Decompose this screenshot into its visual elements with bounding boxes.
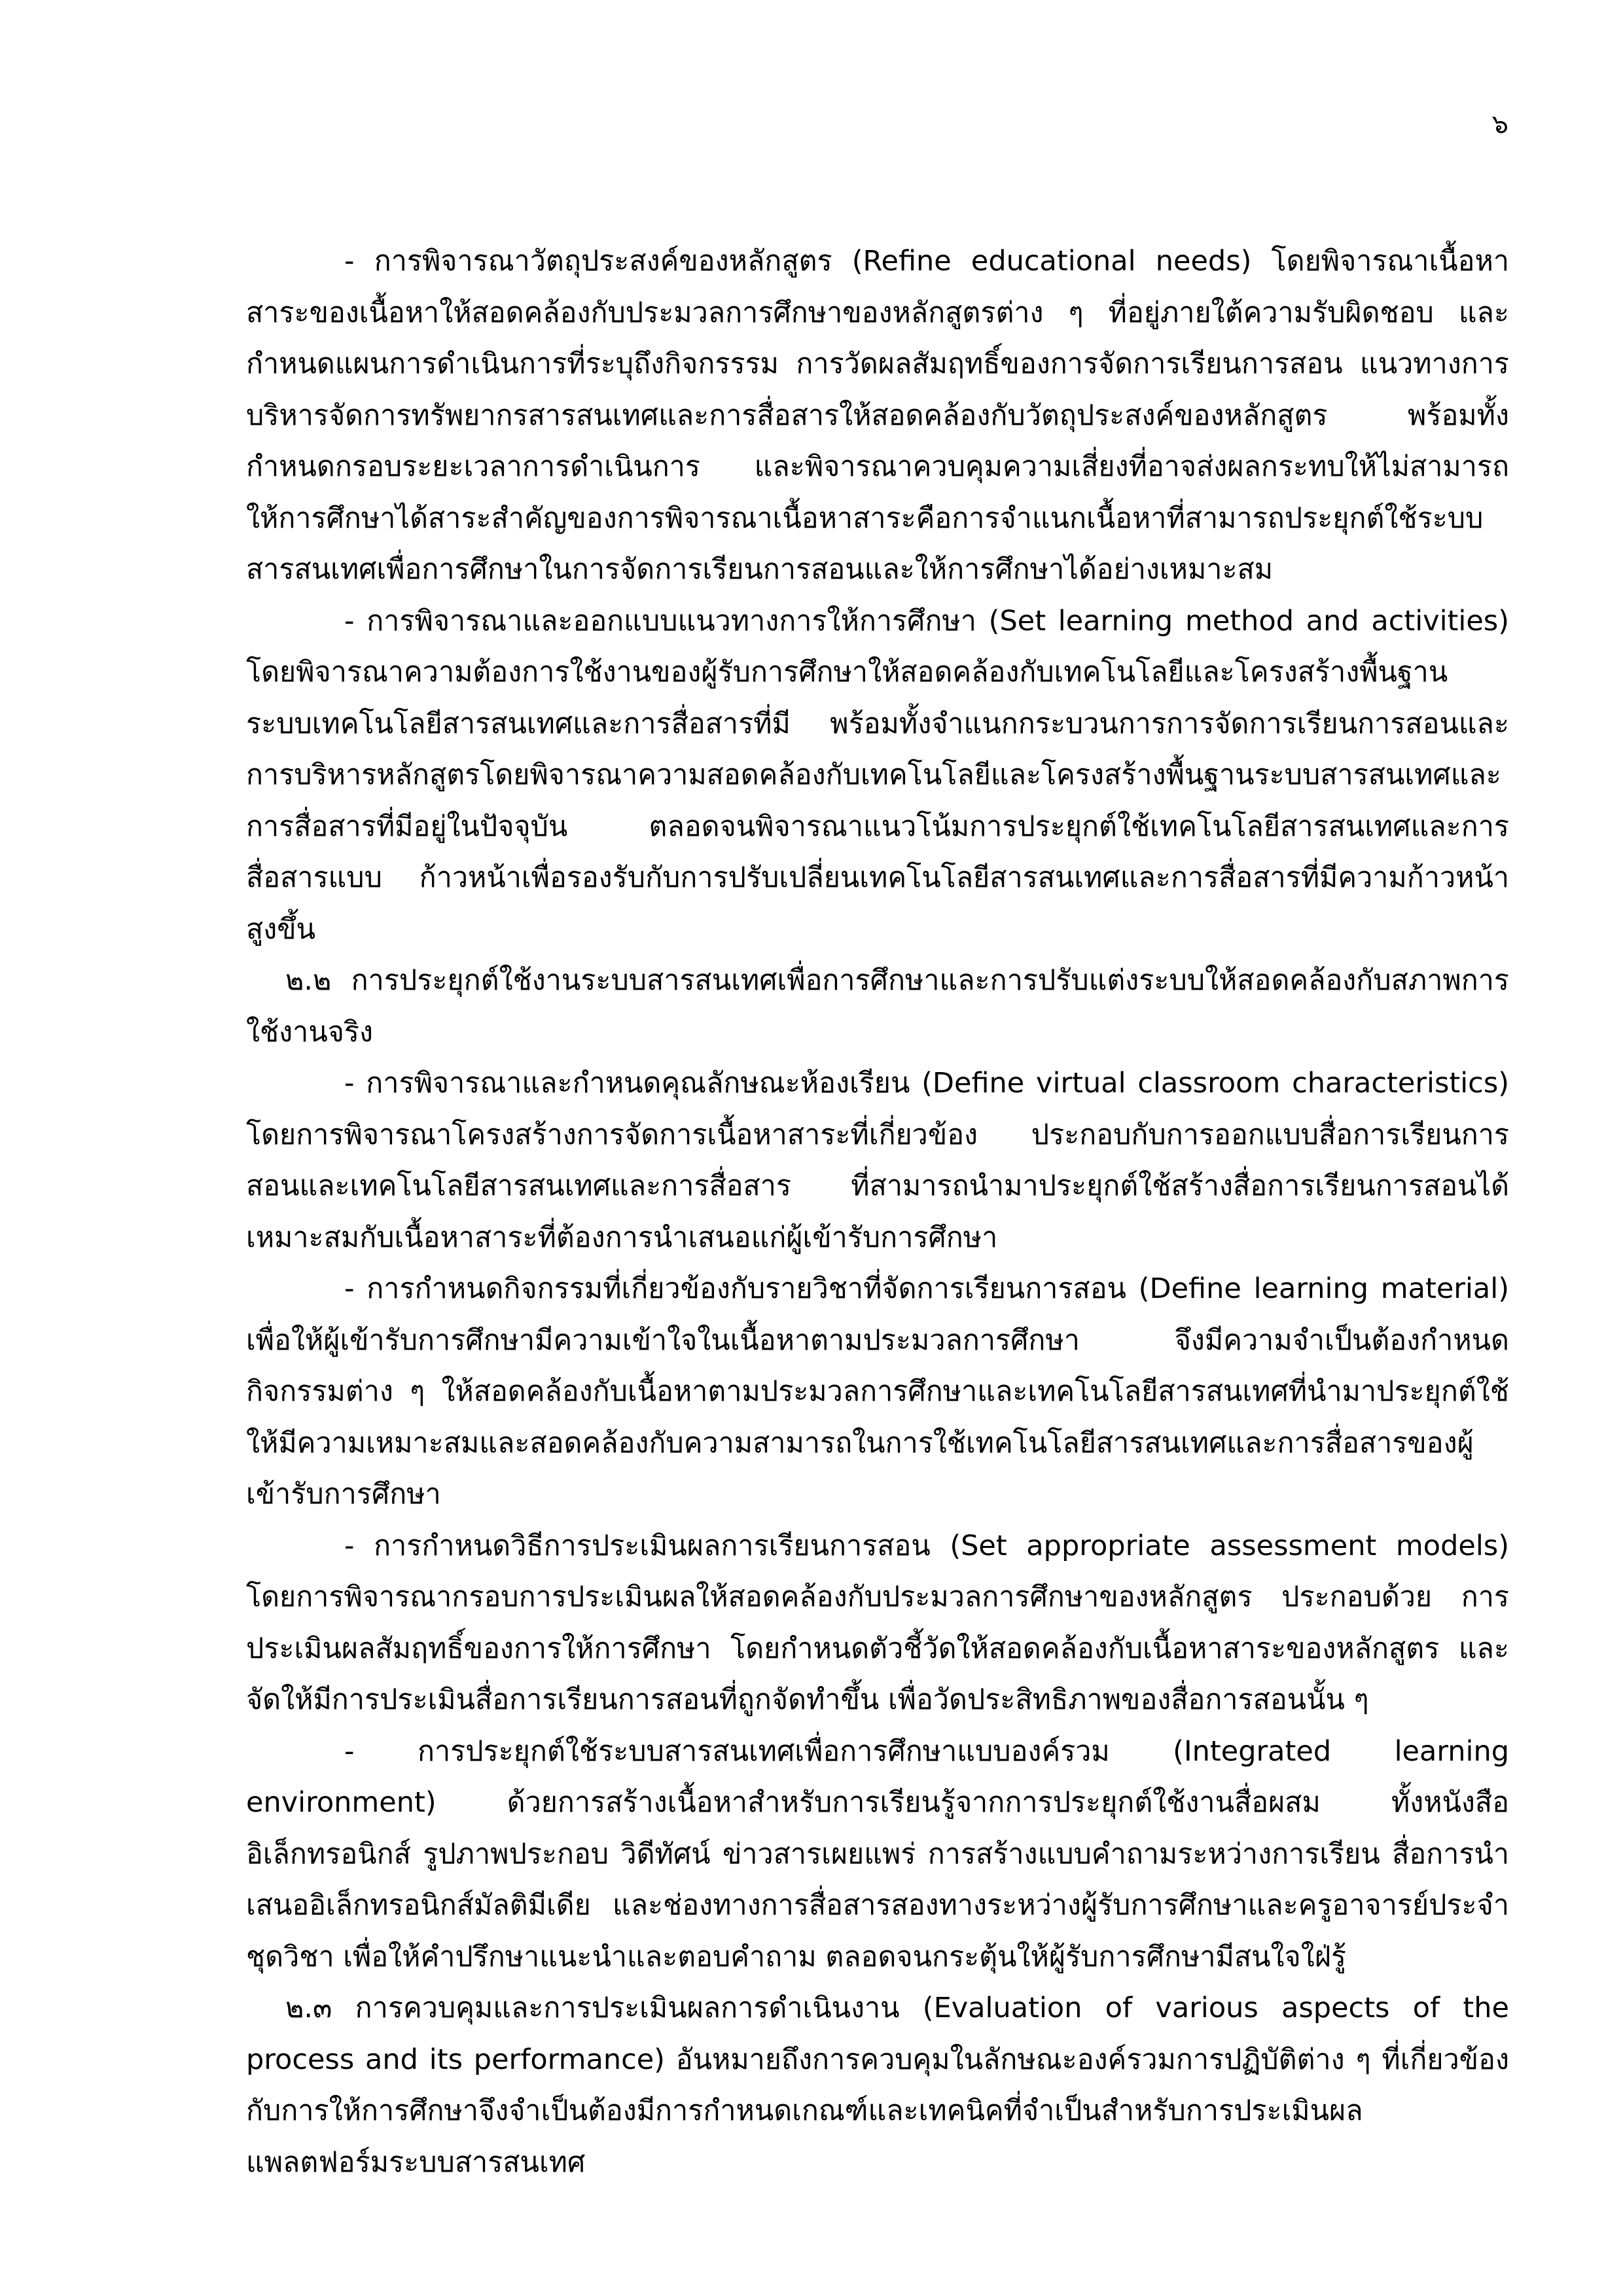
paragraph-set-assessment-models: - การกำหนดวิธีการประเมินผลการเรียนการสอน (Set appropriate assessment models) โดยการพิจารณากรอบการประเมินผลให้สอดคล้องกับประมวลการศึกษาของหลักสูตร ประกอบด้วย การประเมินผลสัมฤทธิ์ของการให้การศึกษา โดยกำหนดตัวชี้วัดให้สอดคล้องกับเนื้อหาสาระของหลักสูตร และจัดให้มีการประเมินสื่อการเรียนการสอนที่ถูกจัดทำขึ้น เพื่อวัดประสิทธิภาพของสื่อการสอนนั้น ๆ <box>246 1529 1509 1716</box>
paragraph-refine-educational-needs: - การพิจารณาวัตถุประสงค์ของหลักสูตร (Refine educational needs) โดยพิจารณาเนื้อหาสาระของเนื้อหาให้สอดคล้องกับประมวลการศึกษาของหลักสูตรต่าง ๆ ที่อยู่ภายใต้ความรับผิดชอบ และกำหนดแผนการดำเนินการที่ระบุถึงกิจกรรรม การวัดผลสัมฤทธิ์ของการจัดการเรียนการสอน แนวทางการบริหารจัดการทรัพยากรสารสนเทศและการสื่อสารให้สอดคล้องกับวัตถุประสงค์ของหลักสูตร พร้อมทั้งกำหนดกรอบระยะเวลาการดำเนินการ และพิจารณาควบคุมความเสี่ยงที่อาจส่งผลกระทบให้ไม่สามารถให้การศึกษาได้สาระสำคัญของการพิจารณาเนื้อหาสาระคือการจำแนกเนื้อหาที่สามารถประยุกต์ใช้ระบบสารสนเทศเพื่อการศึกษาในการจัดการเรียนการสอนและให้การศึกษาได้อย่างเหมาะสม <box>246 245 1509 586</box>
paragraph-set-learning-method: - การพิจารณาและออกแบบแนวทางการให้การศึกษา (Set learning method and activities) โดยพิจารณาความต้องการใช้งานของผู้รับการศึกษาให้สอดคล้องกับเทคโนโลยีและโครงสร้างพื้นฐานระบบเทคโนโลยีสารสนเทศและการสื่อสารที่มี พร้อมทั้งจำแนกกระบวนการการจัดการเรียนการสอนและการบริหารหลักสูตรโดยพิจารณาความสอดคล้องกับเทคโนโลยีและโครงสร้างพื้นฐานระบบสารสนเทศและการสื่อสารที่มีอยู่ในปัจจุบัน ตลอดจนพิจารณาแนวโน้มการประยุกต์ใช้เทคโนโลยีสารสนเทศและการสื่อสารแบบ ก้าวหน้าเพื่อรองรับกับการปรับเปลี่ยนเทคโนโลยีสารสนเทศและการสื่อสารที่มีความก้าวหน้าสูงขึ้น <box>246 604 1509 946</box>
paragraph-integrated-learning-environment: - การประยุกต์ใช้ระบบสารสนเทศเพื่อการศึกษาแบบองค์รวม (Integrated learning environment) ด้วยการสร้างเนื้อหาสำหรับการเรียนรู้จากการประยุกต์ใช้งานสื่อผสม ทั้งหนังสืออิเล็กทรอนิกส์ รูปภาพประกอบ วิดีทัศน์ ข่าวสารเผยแพร่ การสร้างแบบคำถามระหว่างการเรียน สื่อการนำเสนออิเล็กทรอนิกส์มัลติมีเดีย และช่องทางการสื่อสารสองทางระหว่างผู้รับการศึกษาและครูอาจารย์ประจำชุดวิชา เพื่อให้คำปรึกษาแนะนำและตอบคำถาม ตลอดจนกระตุ้นให้ผู้รับการศึกษามีสนใจใฝ่รู้ <box>246 1734 1509 1973</box>
page-number: ๖ <box>1491 109 1508 139</box>
document-body <box>246 236 1509 2188</box>
section-heading-2-3: ๒.๓ การควบคุมและการประเมินผลการดำเนินงาน (Evaluation of various aspects of the process and its performance) อันหมายถึงการควบคุมในลักษณะองค์รวมการปฏิบัติต่าง ๆ ที่เกี่ยวข้องกับการให้การศึกษาจึงจำเป็นต้องมีการกำหนดเกณฑ์และเทคนิคที่จำเป็นสำหรับการประเมินผล แพลตฟอร์มระบบสารสนเทศ <box>246 1992 1509 2179</box>
paragraph-define-learning-material: - การกำหนดกิจกรรมที่เกี่ยวข้องกับรายวิชาที่จัดการเรียนการสอน (Define learning material) เพื่อให้ผู้เข้ารับการศึกษามีความเข้าใจในเนื้อหาตามประมวลการศึกษา จึงมีความจำเป็นต้องกำหนดกิจกรรมต่าง ๆ ให้สอดคล้องกับเนื้อหาตามประมวลการศึกษาและเทคโนโลยีสารสนเทศที่นำมาประยุกต์ใช้ ให้มีความเหมาะสมและสอดคล้องกับความสามารถในการใช้เทคโนโลยีสารสนเทศและการสื่อสารของผู้เข้ารับการศึกษา <box>246 1272 1509 1511</box>
paragraph-define-virtual-classroom: - การพิจารณาและกำหนดคุณลักษณะห้องเรียน (Define virtual classroom characteristics) โดยการพิจารณาโครงสร้างการจัดการเนื้อหาสาระที่เกี่ยวข้อง ประกอบกับการออกแบบสื่อการเรียนการสอนและเทคโนโลยีสารสนเทศและการสื่อสาร ที่สามารถนำมาประยุกต์ใช้สร้างสื่อการเรียนการสอนได้เหมาะสมกับเนื้อหาสาระที่ต้องการนำเสนอแก่ผู้เข้ารับการศึกษา <box>246 1067 1509 1254</box>
section-heading-2-2: ๒.๒ การประยุกต์ใช้งานระบบสารสนเทศเพื่อการศึกษาและการปรับแต่งระบบให้สอดคล้องกับสภาพการใช้งานจริง <box>246 964 1509 1049</box>
